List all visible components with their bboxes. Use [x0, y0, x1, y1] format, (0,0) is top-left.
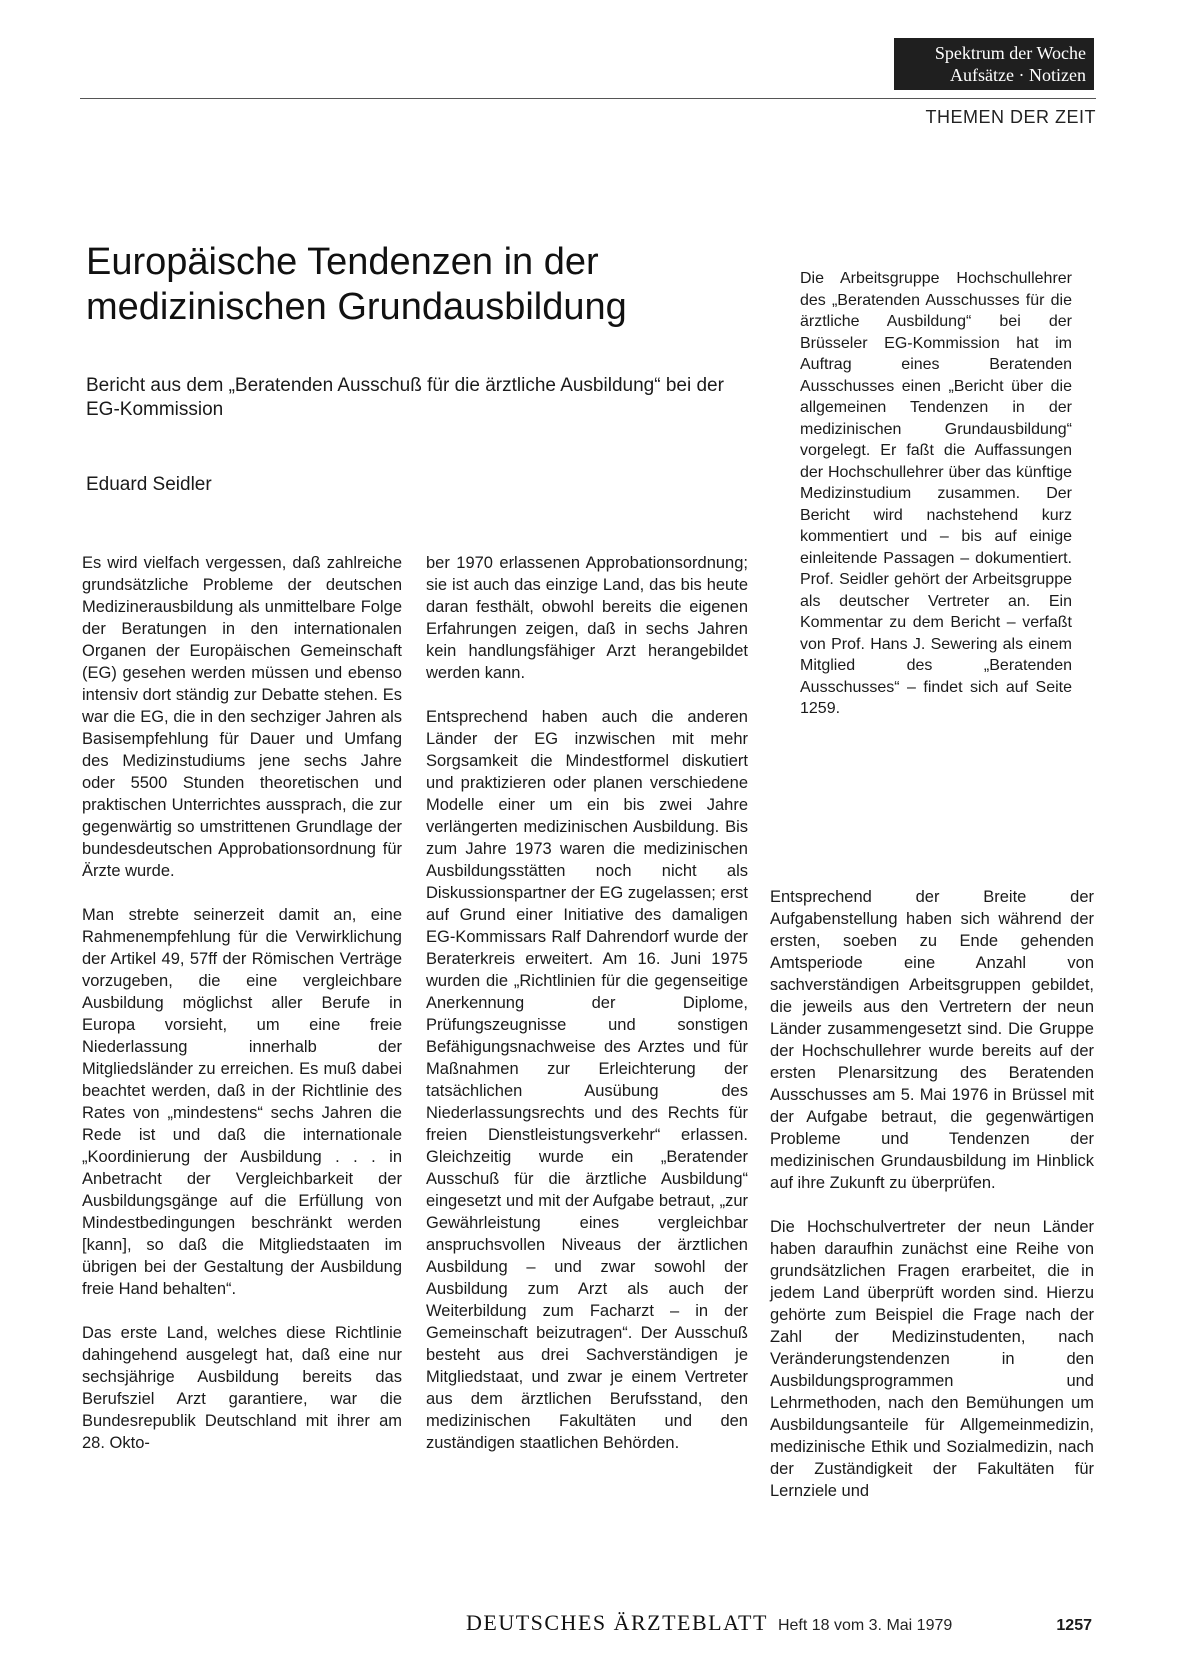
paragraph: Die Hochschulvertreter der neun Länder haben daraufhin zunächst eine Reihe von grundsätzlichen Fragen erarbeitet, die in jedem Land überprüft worden sind. Hierzu gehörte zum Beispiel die Frage nach der Zahl der Medizinstudenten, nach Veränderungstendenzen in den Ausbildungsprogrammen und Lehrmethoden, nach den Bemühungen um Ausbildungsanteile für Allgemeinmedizin, medizinische Ethik und Sozialmedizin, nach der Zuständigkeit der Fakultäten für Lernziele und [770, 1218, 1094, 1500]
header-rule [80, 98, 1096, 99]
paragraph: Entsprechend der Breite der Aufgabenstellung haben sich während der ersten, soeben zu Ende gehenden Amtsperiode eine Anzahl von sachverständigen Arbeitsgruppen gebildet, die jeweils aus den Vertretern der neun Länder zusammengesetzt sind. Die Gruppe der Hochschullehrer wurde bereits auf der ersten Plenarsitzung des Beratenden Ausschusses am 5. Mai 1976 in Brüssel mit der Aufgabe betraut, die gegenwärtigen Probleme und Tendenzen der medizinischen Grundausbildung im Hinblick auf ihre Zukunft zu überprüfen. [770, 888, 1094, 1192]
text-column-2 [426, 552, 748, 1476]
article-author: Eduard Seidler [86, 474, 212, 495]
rubric-box [894, 38, 1094, 90]
paragraph: Das erste Land, welches diese Richtlinie dahingehend ausgelegt hat, daß eine nur sechsjährige Ausbildung bereits das Berufsziel Arzt garantiere, war die Bundesrepublik Deutschland mit ihrer am 28. Okto- [82, 1324, 402, 1452]
paragraph: Es wird vielfach vergessen, daß zahlreiche grundsätzliche Probleme der deutschen Medizinerausbildung als unmittelbare Folge der Beratungen in den internationalen Organen der Europäischen Gemeinschaft (EG) gesehen werden müssen und ebenso intensiv dort ständig zur Debatte stehen. Es war die EG, die in den sechziger Jahren als Basisempfehlung für Dauer und Umfang des Medizinstudiums jene sechs Jahre oder 5500 Stunden theoretischen und praktischen Unterrichtes aussprach, die zur gegenwärtig so umstrittenen Grundlage der bundesdeutschen Approbationsordnung für Ärzte wurde. [82, 554, 402, 880]
paragraph: Man strebte seinerzeit damit an, eine Rahmenempfehlung für die Verwirklichung der Artikel 49, 57ff der Römischen Verträge vorzugeben, die eine vergleichbare Ausbildung möglichst aller Berufe in Europa vorsieht, um eine freie Niederlassung innerhalb der Mitgliedsländer zu erreichen. Es muß dabei beachtet werden, daß in der Richtlinie des Rates von „mindestens“ sechs Jahren die Rede ist und daß die internationale „Koordinierung der Ausbildung . . . in Anbetracht der Vergleichbarkeit der Ausbildungsgänge auf die Erfüllung von Mindestbedingungen beschränkt werden [kann], so daß die Mitgliedstaaten im übrigen bei der Gestaltung der Ausbildung freie Hand behalten“. [82, 906, 402, 1298]
rubric-line-1: Spektrum der Woche [934, 43, 1086, 63]
text-column-1 [82, 552, 402, 1476]
issue-info: Heft 18 vom 3. Mai 1979 [777, 1617, 953, 1634]
page-number: 1257 [1056, 1617, 1092, 1634]
section-label: THEMEN DER ZEIT [925, 107, 1096, 127]
rubric-line-2: Aufsätze · Notizen [950, 65, 1086, 85]
paragraph: Entsprechend haben auch die anderen Länder der EG inzwischen mit mehr Sorgsamkeit die Mindestformel diskutiert und praktizieren oder planen verschiedene Modelle einer um ein bis zwei Jahre verlängerten medizinischen Ausbildung. Bis zum Jahre 1973 waren die medizinischen Ausbildungsstätten noch nicht als Diskussionspartner der EG zugelassen; erst auf Grund einer Initiative des damaligen EG-Kommissars Ralf Dahrendorf wurde der Beraterkreis erweitert. Am 16. Juni 1975 wurden die „Richtlinien für die gegenseitige Anerkennung der Diplome, Prüfungszeugnisse und sonstigen Befähigungsnachweise des Arztes und für Maßnahmen zur Erleichterung der tatsächlichen Ausübung des Niederlassungsrechts und des Rechts für freien Dienstleistungsverkehr“ erlassen. Gleichzeitig wurde ein „Beratender Ausschuß für die ärztliche Ausbildung“ eingesetzt und mit der Aufgabe betraut, „zur Gewährleistung eines vergleichbar anspruchsvollen Niveaus der ärztlichen Ausbildung – und zwar sowohl der Ausbildung zum Arzt als auch der Weiterbildung zum Facharzt – in der Gemeinschaft beizutragen“. Der Ausschuß besteht aus drei Sachverständigen je Mitgliedstaat, und zwar je einem Vertreter aus dem ärztlichen Berufsstand, den medizinischen Fakultäten und den zuständigen staatlichen Behörden. [426, 708, 748, 1452]
text-column-3 [770, 886, 1094, 1524]
page-footer [466, 1610, 1092, 1636]
paragraph: ber 1970 erlassenen Approbationsordnung; sie ist auch das einzige Land, das bis heute daran festhält, obwohl bereits die eigenen Erfahrungen zeigen, daß in sechs Jahren kein handlungsfähiger Arzt herangebildet werden kann. [426, 554, 748, 682]
article-title: Europäische Tendenzen in der medizinischen Grundausbildung [86, 241, 627, 328]
intro-box [800, 268, 1072, 742]
intro-paragraph: Die Arbeitsgruppe Hochschullehrer des „Beratenden Ausschusses für die ärztliche Ausbildung“ bei der Brüsseler EG-Kommission hat im Auftrag eines Beratenden Ausschusses einen „Bericht über die allgemeinen Tendenzen in der medizinischen Grundausbildung“ vorgelegt. Er faßt die Auffassungen der Hochschullehrer über das künftige Medizinstudium zusammen. Der Bericht wird nachstehend kurz kommentiert und – bis auf einige einleitende Passagen – dokumentiert. Prof. Seidler gehört der Arbeitsgruppe als deutscher Vertreter an. Ein Kommentar zu dem Bericht – verfaßt von Prof. Hans J. Sewering als einem Mitglied des „Beratenden Ausschusses“ – findet sich auf Seite 1259. [800, 270, 1072, 717]
article-subtitle: Bericht aus dem „Beratenden Ausschuß für die ärztliche Ausbildung“ bei der EG-Kommission [86, 375, 724, 420]
magazine-name: DEUTSCHES ÄRZTEBLATT [466, 1610, 768, 1635]
